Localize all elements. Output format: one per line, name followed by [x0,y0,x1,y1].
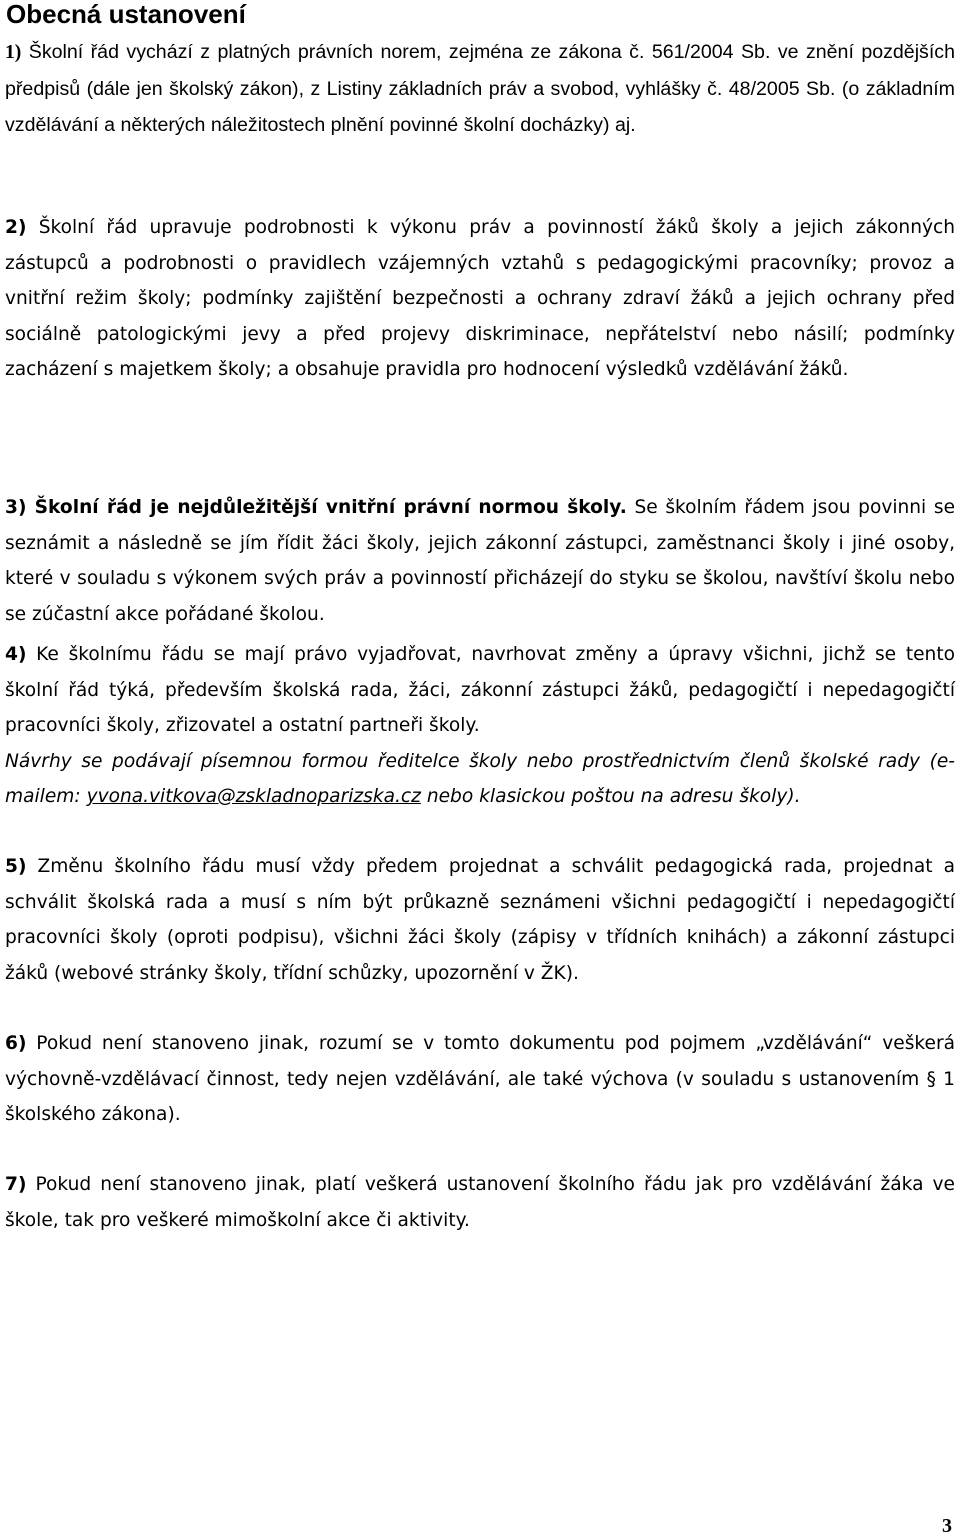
paragraph-6-text: Pokud není stanoveno jinak, rozumí se v tomto dokumentu pod pojmem „vzdělávání“ veškerá výchovně-vzdělávací činnost, tedy nejen vzdělávání, ale také výchova (v souladu s ustanovením § 1 školského zákona). [5,1033,955,1125]
paragraph-1 [5,34,955,143]
paragraph-2 [5,210,955,388]
paragraph-7-text: Pokud není stanoveno jinak, platí veškerá ustanovení školního řádu jak pro vzdělávání žáka ve škole, tak pro veškeré mimoškolní akce či aktivity. [5,1174,955,1231]
paragraph-2-text: Školní řád upravuje podrobnosti k výkonu práv a povinností žáků školy a jejich zákonných zástupců a podrobnosti o pravidlech vzájemných vztahů s pedagogickými pracovníky; provoz a vnitřní režim školy; podmínky zajištění bezpečnosti a ochrany zdraví žáků a jejich ochrany před sociálně patologickými jevy a před projevy diskriminace, nepřátelství nebo násilí; podmínky zacházení s majetkem školy; a obsahuje pravidla pro hodnocení výsledků vzdělávání žáků. [5,217,955,380]
paragraph-4 [5,637,955,815]
paragraph-5-text: Změnu školního řádu musí vždy předem projednat a schválit pedagogická rada, projednat a schválit školská rada a musí s ním být průkazně seznámeni všichni pedagogičtí i nepedagogičtí pracovníci školy (oproti podpisu), všichni žáci školy (zápisy v třídních knihách) a zákonní zástupci žáků (webové stránky školy, třídní schůzky, upozornění v ŽK). [5,856,955,984]
paragraph-3-text: Se školním řádem jsou povinni se seznámit a následně se jím řídit žáci školy, jejich zákonní zástupci, zaměstnanci školy i jiné osoby, které v souladu s výkonem svých práv a povinností přicházejí do styku se školou, navštíví školu nebo se zúčastní akce pořádané školou. [5,497,956,625]
paragraph-4-number: 4) [5,644,27,665]
paragraph-4-note: Návrhy se podávají písemnou formou ředitelce školy nebo prostřednictvím členů školské rady (e-mailem: [5,750,955,807]
paragraph-5 [5,849,955,991]
paragraph-4-text: Ke školnímu řádu se mají právo vyjadřovat, navrhovat změny a úpravy všichni, jichž se tento školní řád týká, především školská rada, žáci, zákonní zástupci žáků, pedagogičtí i nepedagogičtí pracovníci školy, zřizovatel a ostatní partneři školy. [5,644,955,736]
paragraph-3 [5,490,955,632]
paragraph-4-note-tail: nebo klasickou poštou na adresu školy). [420,786,801,807]
paragraph-5-number: 5) [5,856,27,877]
paragraph-6-number: 6) [5,1033,27,1054]
paragraph-6 [5,1026,955,1133]
paragraph-7-number: 7) [5,1174,27,1195]
paragraph-3-lead: 3) Školní řád je nejdůležitější vnitřní právní normou školy. [5,497,627,518]
page-number: 3 [942,1515,952,1537]
page-title: Obecná ustanovení [6,0,246,29]
paragraph-1-text: Školní řád vychází z platných právních norem, zejména ze zákona č. 561/2004 Sb. ve znění pozdějších předpisů (dále jen školský zákon), z Listiny základních práv a svobod, vyhlášky č. 48/2005 Sb. (o základním vzdělávání a některých náležitostech plnění povinné školní docházky) aj. [5,41,955,136]
paragraph-1-number: 1) [5,42,22,63]
paragraph-7 [5,1167,955,1238]
paragraph-2-number: 2) [5,217,27,238]
email-link[interactable]: yvona.vitkova@zskladnoparizska.cz [86,786,421,807]
